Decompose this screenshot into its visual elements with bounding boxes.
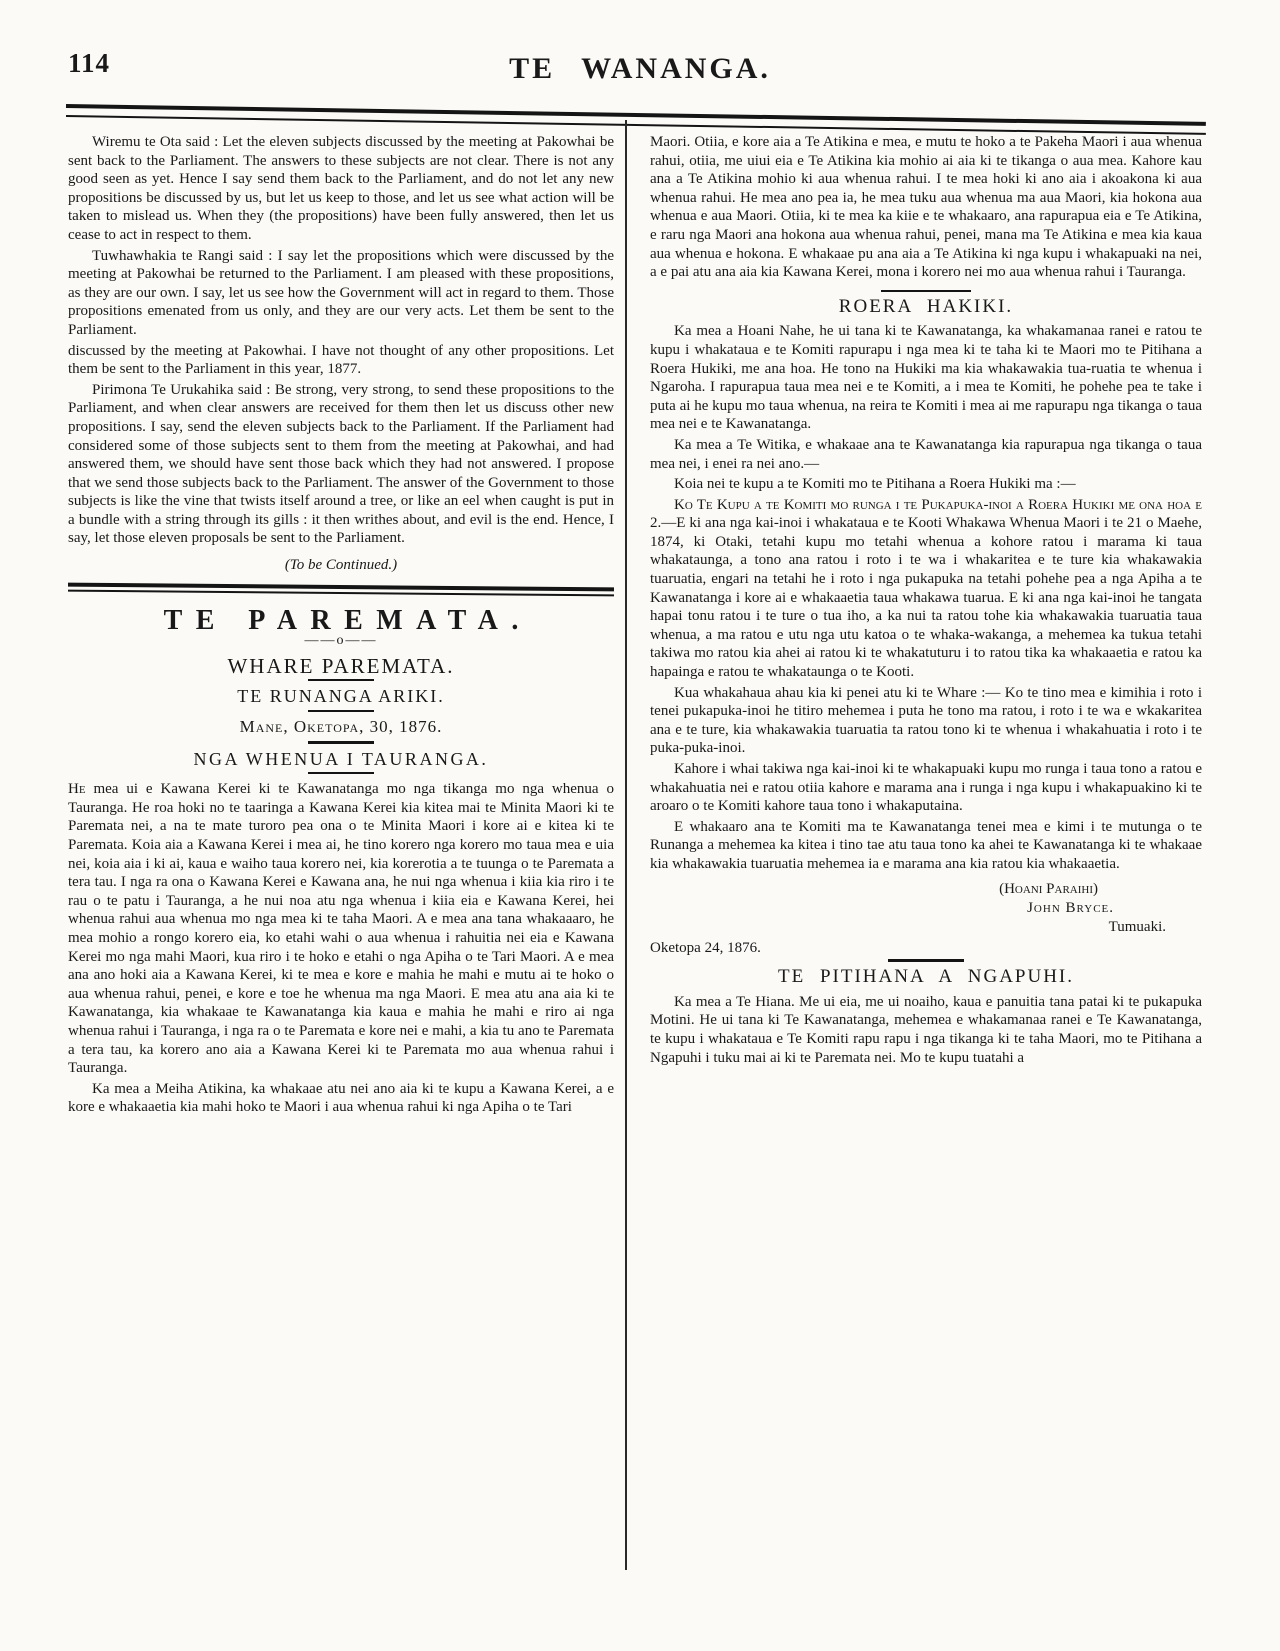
paragraph-text: mea ui e Kawana Kerei ki te Kawanatanga mo nga tikanga mo nga whenua o Tauranga. He roa hoki no te taaringa a Kawana Kerei kia kitea mai te Minita Maori ki te Paremata nei, a na te mate turoro pea ona o te Minita Maori i kore ai e kitea ki te Paremata. Koia aia a Kawana Kerei i mea ai, he tino korero nga korero mo taua mea e uia nei, koia aia i ki ai, kaua e waiho taua korero nei, kia korerotia a te tuunga o te Paremata a tera tau. I nga ra ona o Kawana Kerei e Kawana ana, he nui nga whenua i kiia kia riro i te rau o te patu i Tauranga, a he nui noa atu nga whenua i kiia eia e Kawana Kerei, hei whenua rahui aua whenua mo nga mea ki te taha Maori. A e mea ana tana whakaaaro, he mea mohio a rongo korero eia, ko etahi wahi o aua whenua i rahuitia nei eia e Kawana Kerei mo nga mahi Maori, kua riro i te hoko e etahi o nga Apiha o te Tari Maori. A e mea ana ano hoki aia a Kawana Kerei, ki te mea e kore e mahia he mahi e mutu ai te hoko o aua whenua rahui, penei, e kore e toe he whenua ma nga Maori. E mea atu ana aia ki te Kawanatanga, kia whakaae te Kawanatanga kia kaua e mahia he mahi e riro ai nga whenua rahui i Tauranga, i nga ra o te Paremata e kore nei e mahi, a kia tu ano te Paremata a tera tau, ka korero ano aia a Kawana Kerei ki te Paremata mo aua whenua rahui i Tauranga. (68, 781, 614, 1077)
paragraph: Kahore i whai takiwa nga kai-inoi ki te whakapuaki kupu mo runga i taua tono a ratou e whakahuatia nei e ratou otiia kahore e marama ana i runga i nga kupu i whakapuakino ki te aroaro o te Komiti kahore taua tono i whakaputaina. (650, 761, 1202, 815)
column-divider (625, 120, 627, 1570)
paragraph (68, 780, 614, 1078)
signature-line: Tumuaki. (1108, 918, 1166, 935)
heading-rule (308, 741, 374, 744)
masthead-title: TE WANANGA. (509, 52, 771, 85)
lead-smallcaps: He (68, 781, 94, 798)
signature-line: (Hoani Paraihi) (999, 880, 1098, 897)
left-column (68, 133, 614, 1119)
page-number: 114 (68, 48, 111, 78)
paragraph: Pirimona Te Urukahika said : Be strong, very strong, to send these propositions to the Parliament, and when clear answers are received for them then let us discuss other new propositions. I say, send the eleven subjects back to the Parliament. If the Parliament had considered some of those subjects sent to them from the meeting at Pakowhai, and had answered them, we should have sent those back which they had not answered. I propose that we send those subjects back to the Parliament. The answer of the Government to those subjects is like the vine that twists itself around a tree, or like an eel when caught is put in a bundle with a string through its gills : it then writhes about, and evil is the end. Hence, I say, let those eleven proposals be sent to the Parliament. (68, 381, 614, 547)
right-column (650, 133, 1202, 1069)
header-rule-thin (66, 115, 1206, 135)
heading-rule (308, 679, 374, 681)
paragraph: Ka mea a Meiha Atikina, ka whakaae atu nei ano aia ki te kupu a Kawana Kerei, a e kore e whakaaetia kia mahi hoko te Maori i aua whenua rahui ki nga Apiha o te Tari (68, 1080, 614, 1116)
to-be-continued-note: (To be Continued.) (284, 557, 398, 574)
paragraph: Koia nei te kupu a te Komiti mo te Pitihana a Roera Hukiki ma :— (674, 476, 1076, 493)
paragraph: Ka mea a Te Witika, e whakaae ana te Kawanatanga kia rapurapua nga tikanga o taua mea nei, i enei ra nei ano.— (650, 436, 1202, 472)
paragraph: discussed by the meeting at Pakowhai. I have not thought of any other propositions. Let them be sent to the Parliament in this year, 1877. (68, 342, 614, 378)
heading-rule (308, 710, 374, 712)
paragraph: E whakaaro ana te Komiti ma te Kawanatanga tenei mea e kimi i te mutunga o te Runanga a mehemea ka kitea i tino tae atu taua tono ka ahei te Kawanatanga ki te whakaae kia whakawakia tuaruatia mehemea ia e marama ana kia ratou kia whakaaetia. (650, 818, 1202, 872)
paragraph: Ka mea a Te Hiana. Me ui eia, me ui noaiho, kaua e panuitia tana patai ki te pukapuka Motini. He ui tana ki Te Kawanatanga, mehemea e whakamanaa ranei e Te Kawanatanga, te kupu i whakataua e Te Komiti rapu rapu i nga tikanga ki te taha Maori, mo te Pitihana a Ngapuhi i tuku mai ai ki te Paremata nei. Mo te kupu tuatahi a (650, 993, 1202, 1066)
signature-block (650, 880, 1202, 937)
heading-rule (308, 772, 374, 774)
section-subtitle: TE RUNANGA ARIKI. (237, 686, 445, 707)
section-subtitle: WHARE PAREMATA. (227, 653, 455, 678)
article-title: ROERA HAKIKI. (838, 295, 1014, 317)
paragraph: Maori. Otiia, e kore aia a Te Atikina e mea, e mutu te hoko a te Pakeha Maori i aua whenua rahui, otiia, me uiui eia e Te Atikina kia mohio ai aia ki te tikanga o aua mea. Kahore kau ana a Te Atikina mohio ki aua whenua rahui. I te mea hoki ki ano aia i akoakona ki aua whenua rahui. He mea ano pea ia, he mea tuku aua whenua ma aua Maori, kia hokona aua whenua e aua Maori. Otiia, ki te mea ka kiie e te whakaaro, ana rapurapua eia e Te Atikina, e raru nga Maori ana hokona aua whenua rahui, penei, mana ma Te Atikina e mea kia kaua aua whenua e hokona. E whakaae pu ana aia a Te Atikina ki nga kupu i whakapuaki na nei, a e pai atu ana aia kia Kawana Kerei, mona i korero nei mo aua whenua rahui i Tauranga. (650, 134, 1202, 281)
signature-line: John Bryce. (1027, 899, 1114, 916)
paragraph-text: E ki ana nga kai-inoi i whakataua e te Kooti Whakawa Whenua Maori i te 21 o Maehe, 1874, ki Otaki, tetahi kupu mo tetahi whenua a kohore ratou i marama ki taua whakataunga, a tono ana ratou i roto i te wa i whakaritea e te ture kia whakawakia tuaruatia, engari na tetahi he i roto i nga pukapuka na tetahi pohehe pea a nga Apiha a te Kawanatanga i kore ai e whakaaetia taua whakawa tuarua. E ki ana nga kai-inoi he tangata hapai tonu ratou i te ture o tua iho, a ka nui ta ratou tohe kia whakawakia tuaruatia taua whenua, a ma ratou e utu nga utu katoa o te whaka-wakanga, a mehemea ka tukua tetahi takiwa mo ratou kia ahei ai ratou ki te whakatuturu i to ratou tika ka whakaaetia e ratou ka hapainga e ratou te whakataunga o te Kooti. (650, 515, 1202, 681)
section-ornament: ——o—— (304, 633, 378, 649)
paragraph: Wiremu te Ota said : Let the eleven subjects discussed by the meeting at Pakowhai be sent back to the Parliament. The answers to these subjects are not clear. There is not any good seen as yet. Hence I say send them back to the Parliament, and do not let any new propositions be discussed by us, but let us keep to those, and let us see what action will be taken to mislead us. When they (the propositions) have been fully answered, then let us cease to act in respect to them. (68, 134, 614, 243)
lead-smallcaps: Ko Te Kupu a te Komiti mo runga i te Pukapuka-inoi a Roera Hukiki me ona hoa e 2.— (650, 496, 1202, 532)
paragraph: Ka mea a Hoani Nahe, he ui tana ki te Kawanatanga, ka whakamanaa ranei e ratou te kupu i whakataua e te Komiti rapurapu i nga mea ki te taha ki te Maori mo te Pitihana a Roera Hukiki, me ana hoa. He tono na Hukiki ma kia whakawakia tua-ruatia te whenua i Ngaroha. I rapurapua taua mea nei e te Komiti, a i mea te Komiti, he pohehe pea te take i puta ai he kupu mo taua whenua, na reira te Komiti i mea ai me rapurapu nga tikanga o taua mea nei e te Kawanatanga. (650, 323, 1202, 433)
article-title: TE PITIHANA A NGAPUHI. (778, 966, 1074, 988)
heading-rule (881, 290, 971, 292)
article-title: NGA WHENUA I TAURANGA. (193, 748, 489, 769)
date-line: Oketopa 24, 1876. (650, 939, 761, 956)
header-rule-thick (66, 104, 1206, 126)
heading-rule (888, 959, 964, 962)
paragraph: Kua whakahaua ahau kia ki penei atu ki te Whare :— Ko te tino mea e kimihia i roto i tenei pukapuka-inoi he titiro mehemea i puta he tono ma ratou, i roto i te wa e wkakaritea ana e te ture, kia whakawakia tuaruatia ta ratou tono ki te whenua i whakahuatia i roto i te puka-puka-inoi. (650, 684, 1202, 757)
dateline: Mane, Oketopa, 30, 1876. (239, 717, 443, 737)
section-title: TE PAREMATA. (163, 604, 532, 636)
paragraph (650, 496, 1202, 682)
paragraph: Tuwhawhakia te Rangi said : I say let the propositions which were discussed by the meeting at Pakowhai be returned to the Parliament. I am pleased with these propositions, as they are our own. I say, let us see how the Government will act in regard to them. Those propositions emenated from us only, and they are our very acts. Let them be sent to the Parliament. (68, 247, 614, 338)
